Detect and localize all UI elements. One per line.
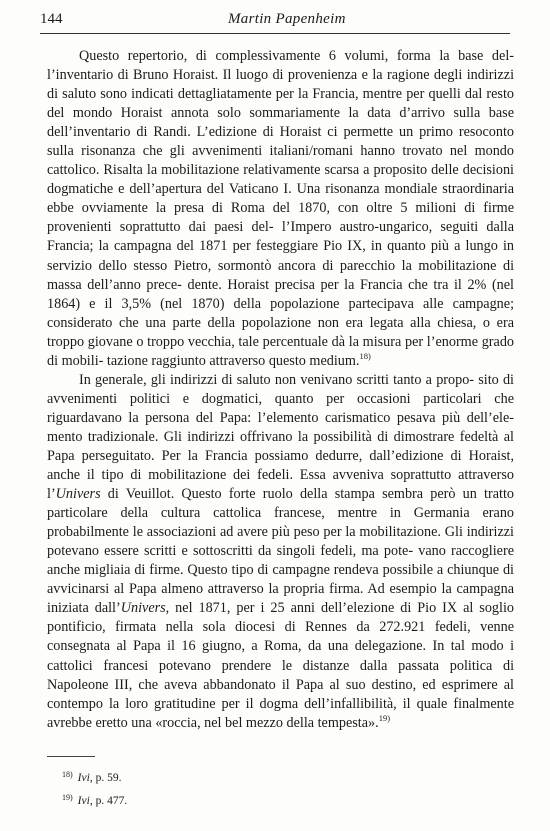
text-line: bel mezzo della tempesta». xyxy=(225,714,379,731)
footnote-19 xyxy=(62,788,127,811)
text-line: distanze dalla passata politica di Napoleone III, che aveva abbandonato il xyxy=(47,657,515,693)
text-line: Questo repertorio, di complessivamente 6 volumi, forma la base del- xyxy=(79,48,514,64)
text-fragment: di Veuillot. Questo forte ruolo della stampa sembra però xyxy=(100,486,456,503)
footnote-18 xyxy=(62,765,127,788)
text-line: l’Impero austro-ungarico, seguiti dalla Francia; la campagna del 1871 per xyxy=(47,219,515,255)
text-line: 1870, con oltre 5 milioni di firme provenienti soprattutto dai paesi del- xyxy=(47,200,515,236)
text-line: tazione raggiunto attraverso questo medium. xyxy=(106,352,360,369)
text-line: sito di avvenimenti politici e dogmatici, quanto per occasioni particolari che xyxy=(47,371,514,407)
footnotes xyxy=(62,765,127,811)
text-line: dell’elezione di Pio IX al soglio pontificio, firmata nella sola diocesi di xyxy=(47,600,514,636)
footnote-source: Ivi xyxy=(77,795,90,807)
text-line: Una risonanza mondiale straordinaria ebbe ovviamente la presa di Roma del xyxy=(47,181,514,217)
footnote-text: , p. 59. xyxy=(89,772,122,784)
header-rule xyxy=(40,33,510,34)
running-head: Martin Papenheim xyxy=(228,11,346,27)
footnote-number: 19) xyxy=(62,793,73,802)
page-number: 144 xyxy=(40,11,63,27)
text-line: dogma dell’infallibilità, il quale finalmente avrebbe eretto una «roccia, nel xyxy=(47,695,515,731)
text-line: erano probabilmente le associazioni ad avere più peso per la mobilitazione. xyxy=(47,505,515,541)
text-line: d’arrivo sulla base dell’inventario di Randi. L’edizione di Horaist ci permette xyxy=(47,105,514,141)
footnote-number: 18) xyxy=(62,770,73,779)
journal-title: Univers xyxy=(120,600,166,617)
text-line: Gli indirizzi potevano essere scritti e sottoscritti da singoli fedeli, ma pote- xyxy=(47,524,514,560)
footnote-source: Ivi xyxy=(77,772,90,784)
text-line: sormontò ancora di parecchio la mobilitazione di massa dell’anno prece- xyxy=(47,257,515,293)
page-header xyxy=(40,9,510,31)
text-line: dente. Horaist precisa per la Francia che tra il 2% (nel 1864) e il 3,5% (nel xyxy=(47,276,515,312)
footnote-ref-18: 18) xyxy=(359,350,371,361)
body-text xyxy=(47,47,514,733)
text-line: da una delegazione. In tal modo i cattolici francesi potevano prendere le xyxy=(47,638,515,674)
journal-title: Univers xyxy=(55,486,101,503)
text-line: scarsa a proposito delle decisioni dogmatiche e dell’apertura del Vaticano I. xyxy=(47,162,514,198)
text-line: un tratto particolare della cultura cattolica francese, mentre in Germania xyxy=(47,486,514,522)
paragraph-1 xyxy=(47,47,514,371)
text-line: Papa al suo destino, ed esprimere al contempo la loro gratitudine per il xyxy=(47,676,514,712)
footnote-text: , p. 477. xyxy=(89,795,128,807)
text-line: vano raccogliere anche migliaia di firme. Questo tipo di campagne rendeva xyxy=(47,543,514,579)
text-line: quelli dal resto del mondo Horaist annota solo sommariamente la data xyxy=(47,86,514,122)
text-line: indirizzi di saluto sono indicati dettagliatamente per la Francia, mentre per xyxy=(47,67,515,103)
text-fragment: attraverso l’ xyxy=(47,467,515,503)
footnote-rule xyxy=(47,756,95,757)
text-fragment: firma. Ad esempio la campagna iniziata dall’ xyxy=(47,581,514,617)
paragraph-2 xyxy=(47,371,514,733)
text-line: 1870) della popolazione partecipava alle campagne; considerato che una xyxy=(47,295,515,331)
text-line: hanno trovato nel mondo cattolico. Risalta la mobilitazione relativamente xyxy=(47,143,514,179)
text-line: Horaist, anche il tipo di mobilitazione dei fedeli. Essa avveniva soprattutto xyxy=(47,447,514,484)
text-line: un primo resoconto sulla risonanza che gli avvenimenti italiani/romani xyxy=(47,124,515,160)
text-line: In generale, gli indirizzi di saluto non venivano scritti tanto a propo- xyxy=(79,371,475,388)
text-line: troppo vecchia, tale percentuale dà la misura per l’enorme grado di mobili- xyxy=(47,333,515,369)
text-line: mento tradizionale. Gli indirizzi offrivano la possibilità di dimostrare fedeltà xyxy=(47,428,499,445)
text-line: riguardavano la persona del Papa: l’elemento carismatico pesava più dell’ele- xyxy=(47,409,514,426)
text-line: l’inventario di Bruno Horaist. Il luogo di provenienza e la ragione degli xyxy=(47,67,463,84)
text-line: Rennes da 272.921 fedeli, venne consegnata al Papa il 16 giugno, a Roma, xyxy=(47,619,514,655)
text-line: possibile a chiunque di avvicinarsi al Papa almeno attraverso la propria xyxy=(47,562,515,598)
text-line: festeggiare Pio IX, in quanto più a lungo in servizio dello stesso Pietro, xyxy=(47,238,515,274)
text-line: al Papa perseguitato. Per la Francia possiamo dedurre, dall’edizione di xyxy=(47,428,514,464)
text-fragment: , nel 1871, per i 25 anni xyxy=(165,600,315,617)
footnote-ref-19: 19) xyxy=(378,712,391,723)
text-line: parte della popolazione non era legata alla chiesa, o era troppo giovane o xyxy=(47,314,514,350)
